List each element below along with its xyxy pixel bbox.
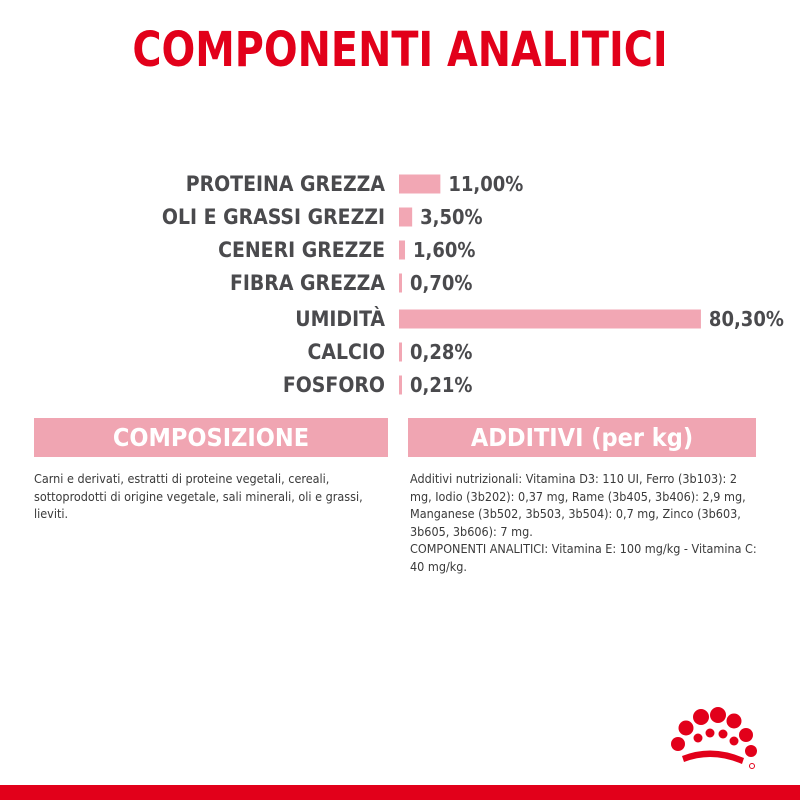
category-label: OLI E GRASSI GREZZI [161, 205, 385, 229]
bar [399, 376, 402, 395]
category-label: FOSFORO [282, 373, 385, 397]
category-label: CALCIO [307, 340, 385, 364]
category-label: FIBRA GREZZA [229, 271, 385, 295]
value-label: 1,60% [413, 238, 476, 262]
bar [399, 241, 405, 260]
bar [399, 310, 701, 329]
value-label: 0,28% [410, 340, 473, 364]
composition-heading: COMPOSIZIONE [34, 418, 388, 457]
additives-analytical-text: COMPONENTI ANALITICI: Vitamina E: 100 mg/kg - Vitamina C: 40 mg/kg. [410, 541, 757, 574]
category-label: CENERI GREZZE [218, 238, 385, 262]
bar [399, 208, 412, 227]
value-label: 0,21% [410, 373, 473, 397]
value-label: 80,30% [708, 307, 784, 331]
category-label: UMIDITÀ [295, 307, 385, 331]
value-label: 0,70% [410, 271, 473, 295]
additives-nutritional-text: Additivi nutrizionali: Vitamina D3: 110 UI, Ferro (3b103): 2 mg, Iodio (3b202): 0,37 mg, Rame (3b405, 3b406): 2,9 mg, Manganese (3b502, 3b503, 3b504): 0,7 mg, Zinco (3b603, 3b605, 3b606): 7 mg. [410, 471, 746, 539]
value-label: 11,00% [448, 172, 524, 196]
bar [399, 274, 402, 293]
bar [399, 175, 440, 194]
page-title: COMPONENTI ANALITICI [132, 22, 668, 78]
composition-text: Carni e derivati, estratti di proteine vegetali, cereali, sottoprodotti di origine vegetale, sali minerali, oli e grassi, lieviti. [34, 471, 363, 521]
value-label: 3,50% [420, 205, 483, 229]
additives-text-block [410, 470, 760, 575]
royal-canin-crown-icon [662, 704, 762, 774]
additives-heading: ADDITIVI (per kg) [408, 418, 756, 457]
bottom-brand-band [0, 785, 800, 800]
nutrient-bar-chart [0, 160, 800, 405]
bar [399, 343, 402, 362]
category-label: PROTEINA GREZZA [185, 172, 385, 196]
